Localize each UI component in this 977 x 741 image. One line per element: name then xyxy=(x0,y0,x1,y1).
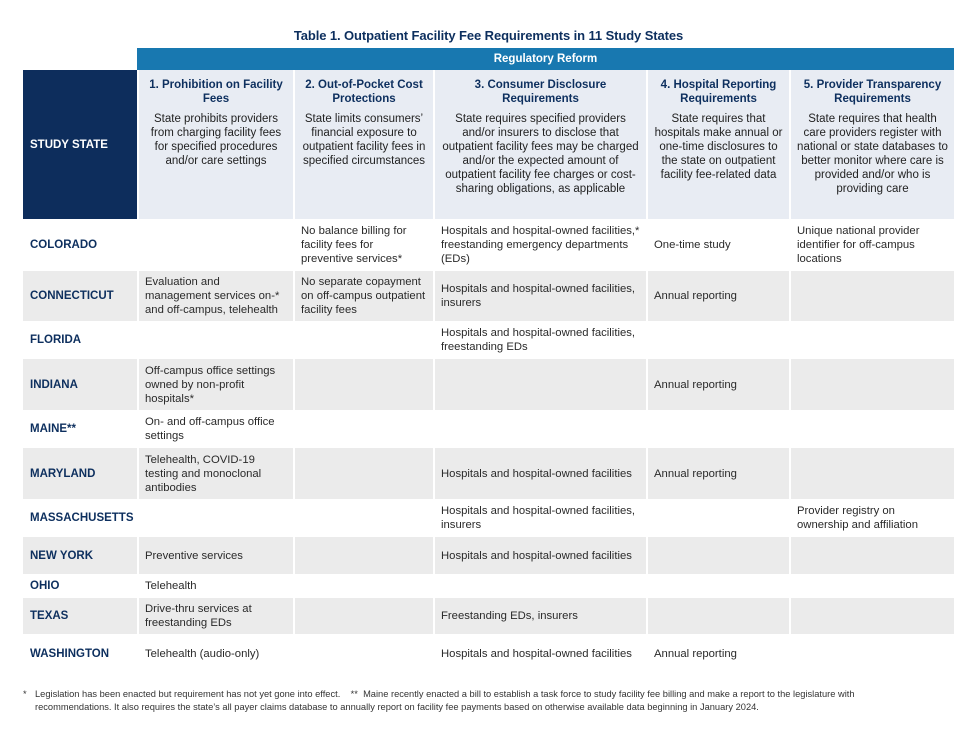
footnote-single-star: Legislation has been enacted but requirement has not yet gone into effect. xyxy=(35,689,341,699)
state-name: NEW YORK xyxy=(23,537,137,574)
table-cell: Telehealth xyxy=(137,574,293,598)
table-cell: Telehealth, COVID-19 testing and monoclonal antibodies xyxy=(137,448,293,499)
table-cell: Annual reporting xyxy=(646,448,789,499)
requirements-table xyxy=(23,48,954,674)
table-cell xyxy=(293,448,433,499)
table-cell: Annual reporting xyxy=(646,271,789,321)
table-cell xyxy=(789,537,954,574)
table-cell xyxy=(646,499,789,537)
table-row xyxy=(23,448,954,499)
table-cell: Hospitals and hospital-owned facilities xyxy=(433,537,646,574)
table-cell: Off-campus office settings owned by non-profit hospitals* xyxy=(137,359,293,410)
table-cell xyxy=(433,574,646,598)
table-cell xyxy=(789,359,954,410)
table-cell xyxy=(646,598,789,634)
table-cell: No balance billing for facility fees for preventive services* xyxy=(293,219,433,271)
table-cell xyxy=(293,359,433,410)
table-cell xyxy=(789,271,954,321)
table-row xyxy=(23,598,954,634)
table-cell xyxy=(789,448,954,499)
state-name: COLORADO xyxy=(30,239,98,251)
state-name: MARYLAND xyxy=(23,448,137,499)
column-header-provider-transparency: 5. Provider Transparency Requirements State requires that health care providers register with national or state databases to better monitor where care is provided and/or who is providing care xyxy=(789,70,954,219)
table-row xyxy=(23,410,954,448)
column-header-consumer-disclosure: 3. Consumer Disclosure Requirements State requires specified providers and/or insurers to disclose that outpatient facility fees may be charged and/or the expected amount of outpatient facility fee charges or cost-sharing obligations, as applicable xyxy=(433,70,646,219)
table-cell xyxy=(646,574,789,598)
column-header-row xyxy=(23,70,954,219)
table-cell xyxy=(433,359,646,410)
table-cell xyxy=(293,410,433,448)
table-cell: Drive-thru services at freestanding EDs xyxy=(137,598,293,634)
study-state-header: STUDY STATE xyxy=(23,70,137,219)
table-cell xyxy=(789,598,954,634)
table-cell: Hospitals and hospital-owned facilities,* freestanding emergency departments (EDs) xyxy=(433,219,646,271)
table-row xyxy=(23,499,954,537)
table-cell xyxy=(293,499,433,537)
table-row xyxy=(23,634,954,674)
table-cell: Freestanding EDs, insurers xyxy=(433,598,646,634)
table-cell: On- and off-campus office settings xyxy=(137,410,293,448)
table-title: Table 1. Outpatient Facility Fee Requirements in 11 Study States xyxy=(293,28,684,43)
table-row xyxy=(23,537,954,574)
table-row xyxy=(23,271,954,321)
column-header-prohibition: 1. Prohibition on Facility Fees State prohibits providers from charging facility fees for specified procedures and/or care settings xyxy=(137,70,293,219)
table-cell: Unique national provider identifier for off-campus locations xyxy=(789,219,954,271)
table-row xyxy=(23,321,954,359)
state-name: OHIO xyxy=(30,580,60,592)
regulatory-reform-band: Regulatory Reform xyxy=(137,48,954,70)
table-row xyxy=(23,219,954,271)
column-header-out-of-pocket: 2. Out-of-Pocket Cost Protections State limits consumers’ financial exposure to outpatient facility fees in specified circumstances xyxy=(293,70,433,219)
table-cell xyxy=(293,537,433,574)
reform-band-row xyxy=(23,48,954,70)
footnotes xyxy=(23,688,953,714)
table-cell: Annual reporting xyxy=(646,634,789,674)
table-cell xyxy=(293,598,433,634)
state-name: INDIANA xyxy=(23,359,137,410)
table-cell: Preventive services xyxy=(137,537,293,574)
table-cell: Telehealth (audio-only) xyxy=(137,634,293,674)
table-row xyxy=(23,574,954,598)
table-cell xyxy=(789,574,954,598)
table-cell: Hospitals and hospital-owned facilities, insurers xyxy=(433,499,646,537)
table-cell: Hospitals and hospital-owned facilities, freestanding EDs xyxy=(433,321,646,359)
table-cell xyxy=(646,321,789,359)
state-name: MAINE** xyxy=(30,423,77,435)
table-cell: Evaluation and management services on-* and off-campus, telehealth xyxy=(137,271,293,321)
footnote-double-star-line2: recommendations. It also requires the state’s all payer claims database to annually report on facility fee payments based on otherwise available data beginning in January 2024. xyxy=(35,702,759,712)
table-cell xyxy=(293,574,433,598)
table-cell xyxy=(293,321,433,359)
table-cell xyxy=(789,410,954,448)
table-cell: Hospitals and hospital-owned facilities xyxy=(433,448,646,499)
table-cell: No separate copayment on off-campus outpatient facility fees xyxy=(293,271,433,321)
table-cell xyxy=(137,499,293,537)
footnote-double-star-line1: Maine recently enacted a bill to establish a task force to study facility fee billing and make a report to the legislature with xyxy=(363,689,855,699)
table-cell xyxy=(137,219,293,271)
state-name: WASHINGTON xyxy=(30,648,110,660)
table-row xyxy=(23,359,954,410)
table-cell: Annual reporting xyxy=(646,359,789,410)
table-cell xyxy=(433,410,646,448)
table-cell: Hospitals and hospital-owned facilities xyxy=(433,634,646,674)
table-cell xyxy=(646,410,789,448)
state-name: FLORIDA xyxy=(30,334,82,346)
table-cell: Hospitals and hospital-owned facilities, insurers xyxy=(433,271,646,321)
table-cell xyxy=(789,634,954,674)
table-cell xyxy=(789,321,954,359)
table-cell xyxy=(137,321,293,359)
state-name: CONNECTICUT xyxy=(23,271,137,321)
table-cell: Provider registry on ownership and affiliation xyxy=(789,499,954,537)
table-cell xyxy=(293,634,433,674)
table-cell xyxy=(646,537,789,574)
state-name: TEXAS xyxy=(23,598,137,634)
table-cell: One-time study xyxy=(646,219,789,271)
state-name: MASSACHUSETTS xyxy=(30,512,134,524)
footnote-mark: ** xyxy=(350,689,358,699)
column-header-hospital-reporting: 4. Hospital Reporting Requirements State requires that hospitals make annual or one-time disclosures to the state on outpatient facility fee-related data xyxy=(646,70,789,219)
footnote-mark: * xyxy=(23,689,27,699)
